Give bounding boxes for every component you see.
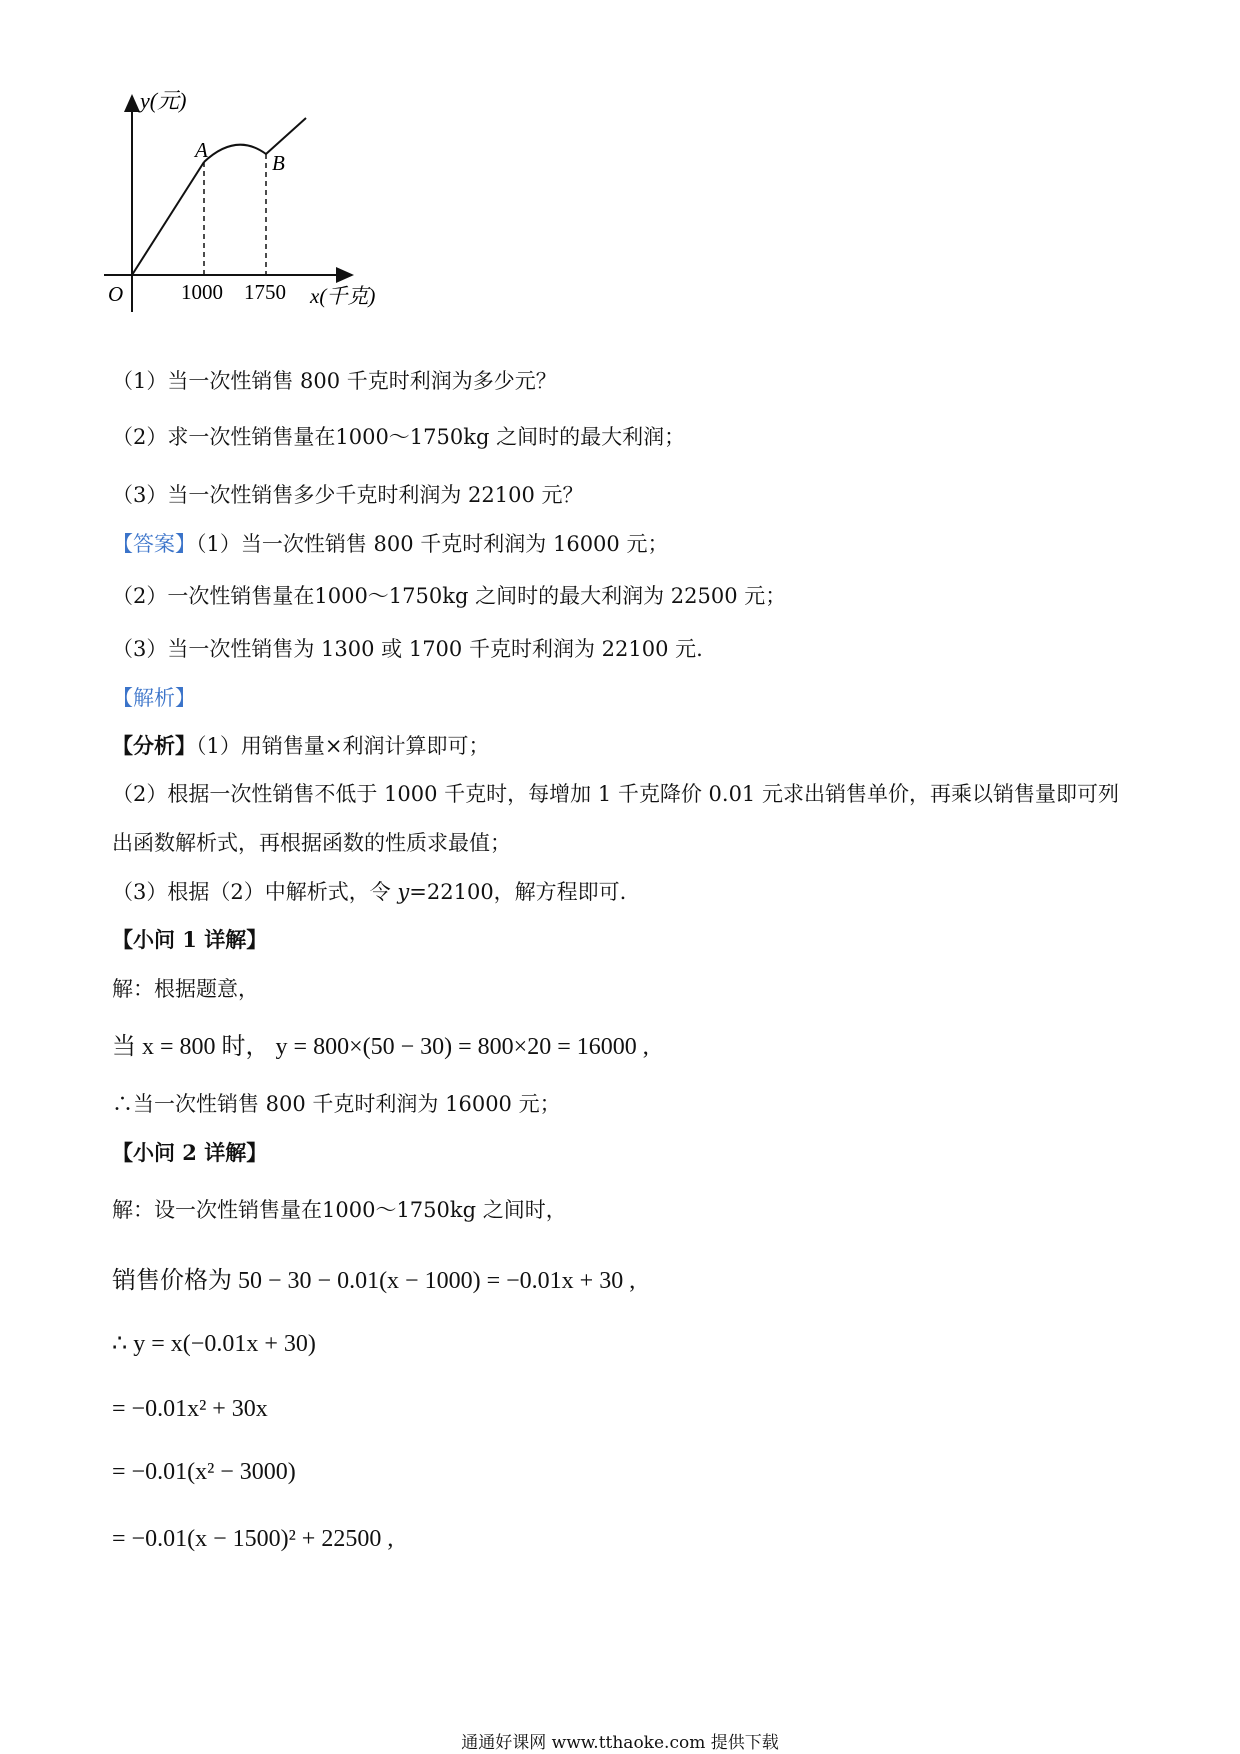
detail-2-eq-4: = −0.01(x − 1500)² + 22500 , xyxy=(112,1526,394,1552)
point-a-label: A xyxy=(195,138,208,162)
segment-oa xyxy=(132,162,204,275)
answer-tag: 【答案】 xyxy=(112,532,196,556)
curve-ab xyxy=(204,145,266,162)
x-axis-label: x(千克) xyxy=(310,284,376,308)
fenxi-tag: 【分析】 xyxy=(112,733,196,758)
answer-3: （3）当一次性销售为 1300 或 1700 千克时利润为 22100 元. xyxy=(112,637,703,661)
analysis-3 xyxy=(112,877,626,907)
detail-2-eq-3: = −0.01(x² − 3000) xyxy=(112,1459,296,1485)
detail-1-line-1: 解：根据题意， xyxy=(112,977,259,1001)
detail-2-eq-1: ∴ y = x(−0.01x + 30) xyxy=(112,1331,316,1357)
analysis-tag: 【解析】 xyxy=(112,686,196,710)
analysis-2a: （2）根据一次性销售不低于 1000 千克时，每增加 1 千克降价 0.01 元求出销售单价，再乘以销售量即可列 xyxy=(112,782,1119,806)
analysis-3-pre: （3）根据（2）中解析式，令 xyxy=(112,880,398,904)
detail-2-eq-2: = −0.01x² + 30x xyxy=(112,1396,268,1422)
x-tick-1750: 1750 xyxy=(244,280,286,304)
detail-1-equation: 当 x = 800 时， y = 800×(50 − 30) = 800×20 = 16000 , xyxy=(112,1034,649,1060)
analysis-2b: 出函数解析式，再根据函数的性质求最值； xyxy=(112,831,511,855)
detail-2-tag: 【小问 2 详解】 xyxy=(112,1140,268,1165)
segment-b-beyond xyxy=(266,118,306,154)
page-footer: 通通好课网 www.tthaoke.com 提供下载 xyxy=(461,1733,779,1753)
question-3: （3）当一次性销售多少千克时利润为 22100 元？ xyxy=(112,483,584,507)
answer-1: （1）当一次性销售 800 千克时利润为 16000 元； xyxy=(196,532,669,556)
analysis-1-text: （1）用销售量×利润计算即可； xyxy=(196,734,490,758)
detail-1-tag: 【小问 1 详解】 xyxy=(112,927,268,952)
detail-1-conclusion: ∴当一次性销售 800 千克时利润为 16000 元； xyxy=(112,1092,561,1116)
y-axis-label: y(元) xyxy=(140,90,187,113)
point-b-label: B xyxy=(272,151,285,175)
origin-label: O xyxy=(108,282,124,306)
profit-graph xyxy=(100,90,440,350)
x-tick-1000: 1000 xyxy=(181,280,223,304)
detail-2-line-1: 解：设一次性销售量在1000～1750kg 之间时， xyxy=(112,1198,567,1222)
question-2: （2）求一次性销售量在1000～1750kg 之间时的最大利润； xyxy=(112,425,686,449)
analysis-3-var: y xyxy=(397,880,410,904)
answer-2: （2）一次性销售量在1000～1750kg 之间时的最大利润为 22500 元； xyxy=(112,584,787,608)
question-1: （1）当一次性销售 800 千克时利润为多少元？ xyxy=(112,369,557,393)
analysis-3-post: =22100，解方程即可. xyxy=(409,880,627,904)
analysis-1 xyxy=(112,731,489,761)
answer-line-1 xyxy=(112,529,668,559)
detail-2-price: 销售价格为 50 − 30 − 0.01(x − 1000) = −0.01x + 30 , xyxy=(112,1268,636,1294)
